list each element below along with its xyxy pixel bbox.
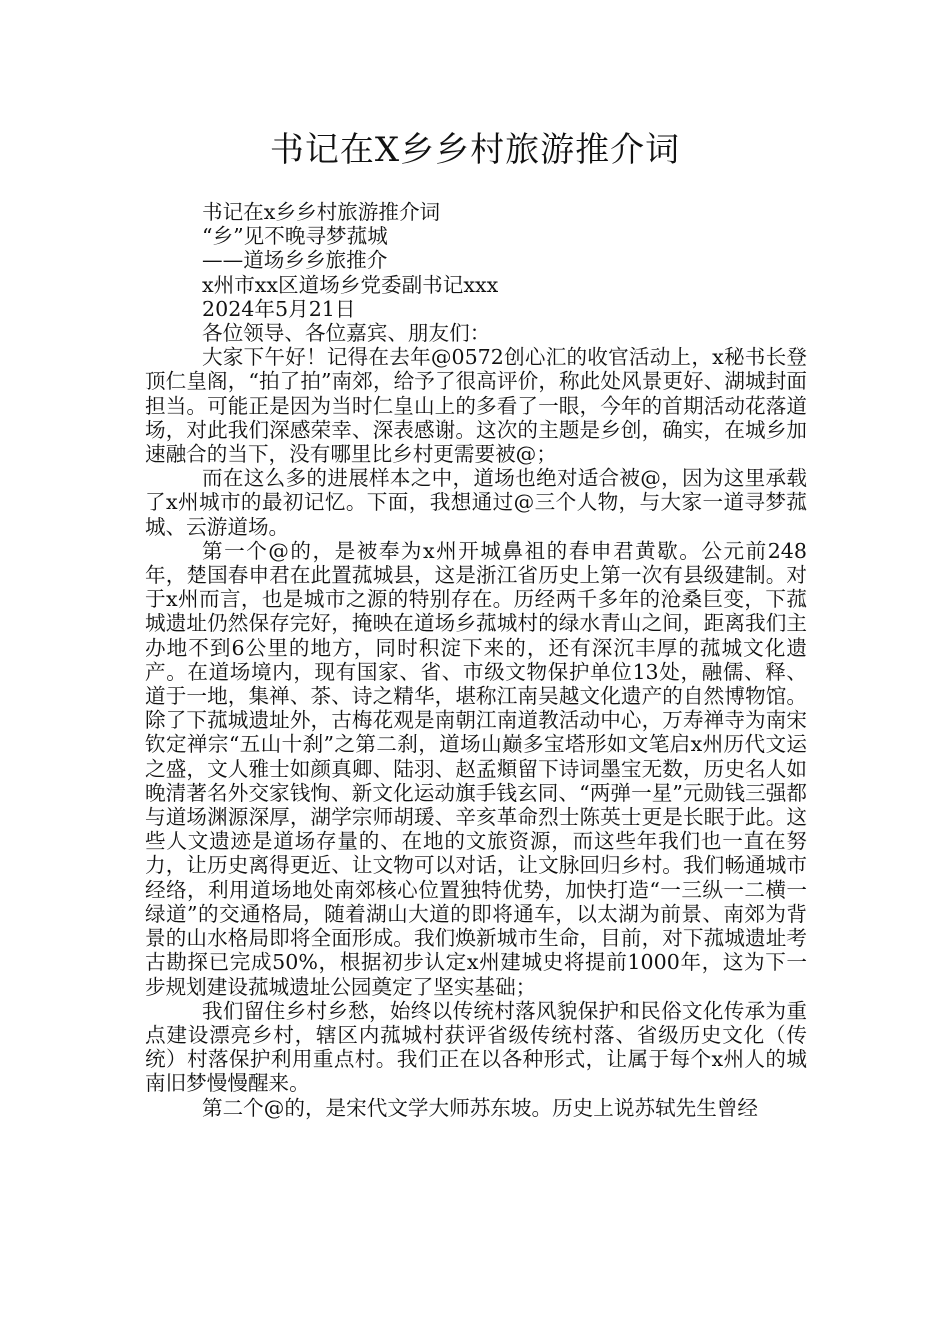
paragraph-3: 第一个@的，是被奉为x州开城鼻祖的春申君黄歇。公元前248年，楚国春申君在此置菰城县，这是浙江省历史上第一次有县级建制。对于x州而言，也是城市之源的特别存在。历经两千多年的沧桑巨变，下菰城遗址仍然保存完好，掩映在道场乡菰城村的绿水青山之间，距离我们主办地不到6公里的地方，同时积淀下来的，还有深沉丰厚的菰城文化遗产。在道场境内，现有国家、省、市级文物保护单位13处，融儒、释、道于一地，集禅、茶、诗之精华，堪称江南吴越文化遗产的自然博物馆。除了下菰城遗址外，古梅花观是南朝江南道教活动中心，万寿禅寺为南宋钦定禅宗“五山十刹”之第二刹，道场山巅多宝塔形如文笔启x州历代文运之盛，文人雅士如颜真卿、陆羽、赵孟頫留下诗词墨宝无数，历史名人如晚清著名外交家钱恂、新文化运动旗手钱玄同、“两弹一星”元勋钱三强都与道场渊源深厚，湖学宗师胡瑗、辛亥革命烈士陈英士更是长眠于此。这些人文遗迹是道场存量的、在地的文旅资源，而这些年我们也一直在努力，让历史离得更近、让文物可以对话，让文脉回归乡村。我们畅通城市经络，利用道场地处南郊核心位置独特优势，加快打造“一三纵一二横一绿道”的交通格局，随着湖山大道的即将通车，以太湖为前景、南郊为背景的山水格局即将全面形成。我们焕新城市生命，目前，对下菰城遗址考古勘探已完成50%，根据初步认定x州建城史将提前1000年，这为下一步规划建设菰城遗址公园奠定了坚实基础； [145, 538, 807, 999]
document-title: 书记在X乡乡村旅游推介词 [269, 130, 681, 170]
subtitle-line: 书记在x乡乡村旅游推介词 [202, 200, 441, 224]
slogan-line: “乡”见不晚寻梦菰城 [202, 224, 388, 249]
salutation-line: 各位领导、各位嘉宾、朋友们： [202, 321, 491, 346]
paragraph-4: 我们留住乡村乡愁，始终以传统村落风貌保护和民俗文化传承为重点建设漂亮乡村，辖区内菰城村获评省级传统村落、省级历史文化（传统）村落保护利用重点村。我们正在以各种形式，让属于每个x州人的城南旧梦慢慢醒来。 [145, 998, 807, 1096]
subheading-line: ——道场乡乡旅推介 [202, 248, 388, 273]
date-line: 2024年5月21日 [202, 296, 356, 321]
paragraph-5: 第二个@的，是宋代文学大师苏东坡。历史上说苏轼先生曾经 [202, 1095, 759, 1120]
paragraph-2: 而在这么多的进展样本之中，道场也绝对适合被@，因为这里承载了x州城市的最初记忆。下面，我想通过@三个人物，与大家一道寻梦菰城、云游道场。 [145, 466, 807, 539]
document-body [145, 200, 807, 1120]
paragraph-1: 大家下午好！记得在去年@0572创心汇的收官活动上，x秘书长登顶仁皇阁，“拍了拍”南郊，给予了很高评价，称此处风景更好、湖城封面担当。可能正是因为当时仁皇山上的多看了一眼，今年的首期活动花落道场，对此我们深感荣幸、深表感谢。这次的主题是乡创，确实，在城乡加速融合的当下，没有哪里比乡村更需要被@； [145, 345, 807, 467]
author-line: x州市xx区道场乡党委副书记xxx [202, 272, 499, 297]
